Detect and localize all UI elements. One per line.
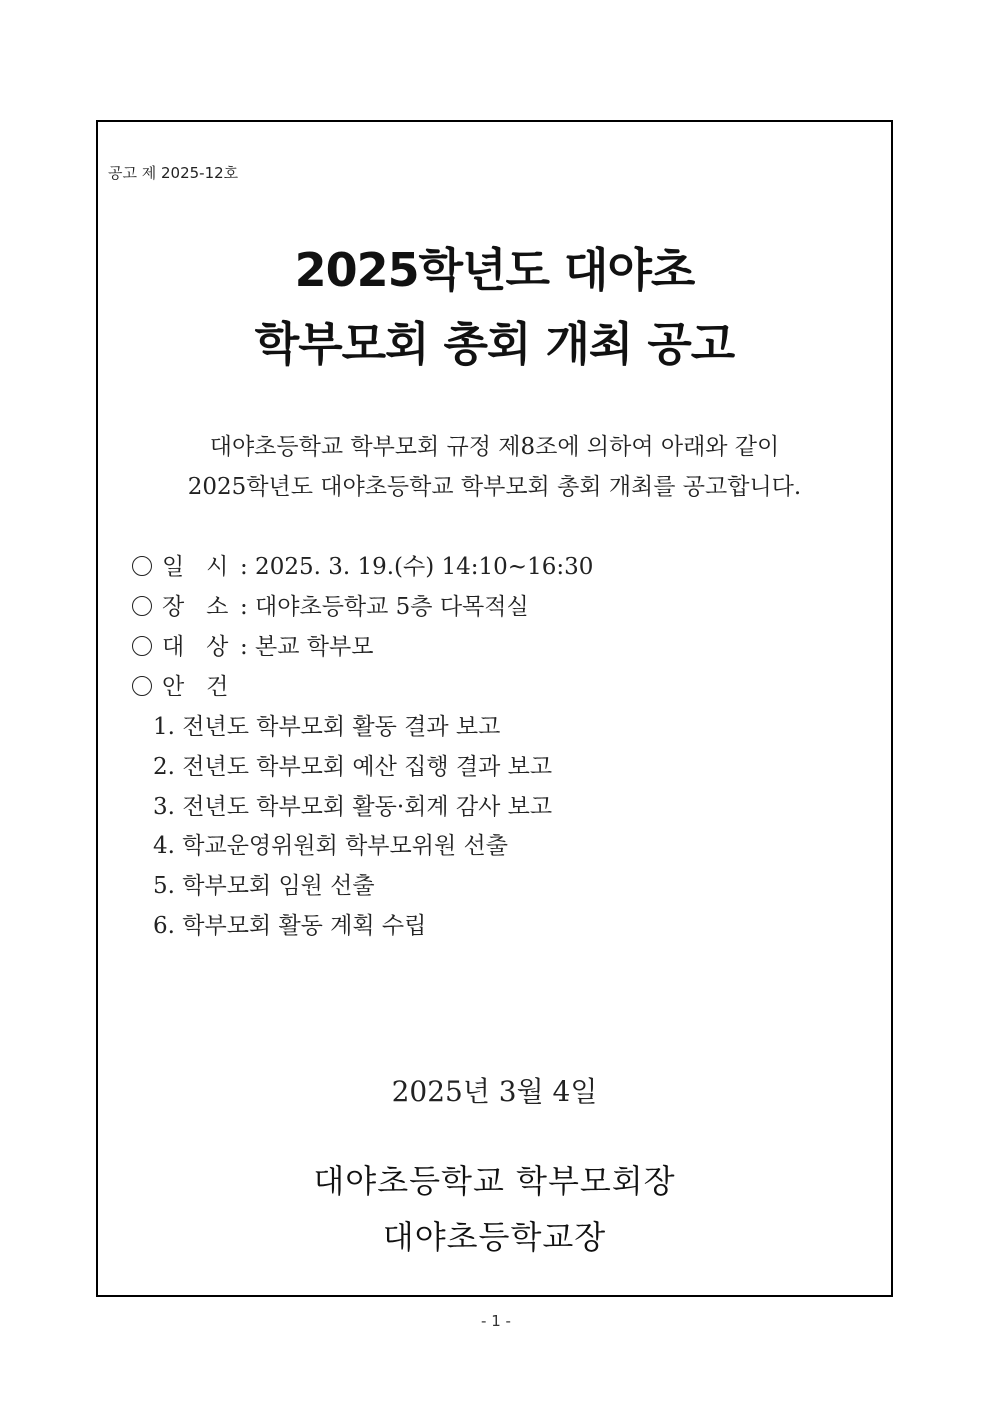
detail-place <box>132 588 529 621</box>
title-line-1: 2025학년도 대야초 <box>294 243 695 297</box>
intro-line-1: 대야초등학교 학부모회 규정 제8조에 의하여 아래와 같이 <box>209 434 780 460</box>
title-line-2: 학부모회 총회 개최 공고 <box>254 317 735 371</box>
detail-value: : 대야초등학교 5층 다목적실 <box>240 594 529 620</box>
circle-bullet-icon <box>132 596 152 616</box>
detail-value: : 2025. 3. 19.(수) 14:10~16:30 <box>240 554 594 580</box>
signatory-parents-association: 대야초등학교 학부모회장 <box>313 1162 676 1200</box>
notice-date: 2025년 3월 4일 <box>391 1075 598 1108</box>
circle-bullet-icon <box>132 676 152 696</box>
detail-agenda <box>132 668 240 701</box>
agenda-item: 4. 학교운영위원회 학부모위원 선출 <box>153 833 508 859</box>
agenda-item: 3. 전년도 학부모회 활동·회계 감사 보고 <box>153 794 553 820</box>
detail-date <box>132 548 593 581</box>
notice-frame <box>96 120 893 1297</box>
detail-label: 대 상 <box>162 634 229 660</box>
agenda-item: 2. 전년도 학부모회 예산 집행 결과 보고 <box>153 754 553 780</box>
circle-bullet-icon <box>132 556 152 576</box>
notice-number: 공고 제 2025-12호 <box>108 164 239 182</box>
agenda-item: 1. 전년도 학부모회 활동 결과 보고 <box>153 714 501 740</box>
detail-label: 일 시 <box>162 554 229 580</box>
circle-bullet-icon <box>132 636 152 656</box>
detail-target <box>132 628 373 661</box>
agenda-item: 5. 학부모회 임원 선출 <box>153 873 375 899</box>
signatory-principal: 대야초등학교장 <box>382 1218 607 1256</box>
detail-label: 안 건 <box>162 674 229 700</box>
detail-label: 장 소 <box>162 594 229 620</box>
detail-value: : 본교 학부모 <box>240 634 374 660</box>
page-number: - 1 - <box>481 1312 511 1330</box>
intro-line-2: 2025학년도 대야초등학교 학부모회 총회 개최를 공고합니다. <box>187 474 802 500</box>
agenda-item: 6. 학부모회 활동 계획 수립 <box>153 913 427 939</box>
